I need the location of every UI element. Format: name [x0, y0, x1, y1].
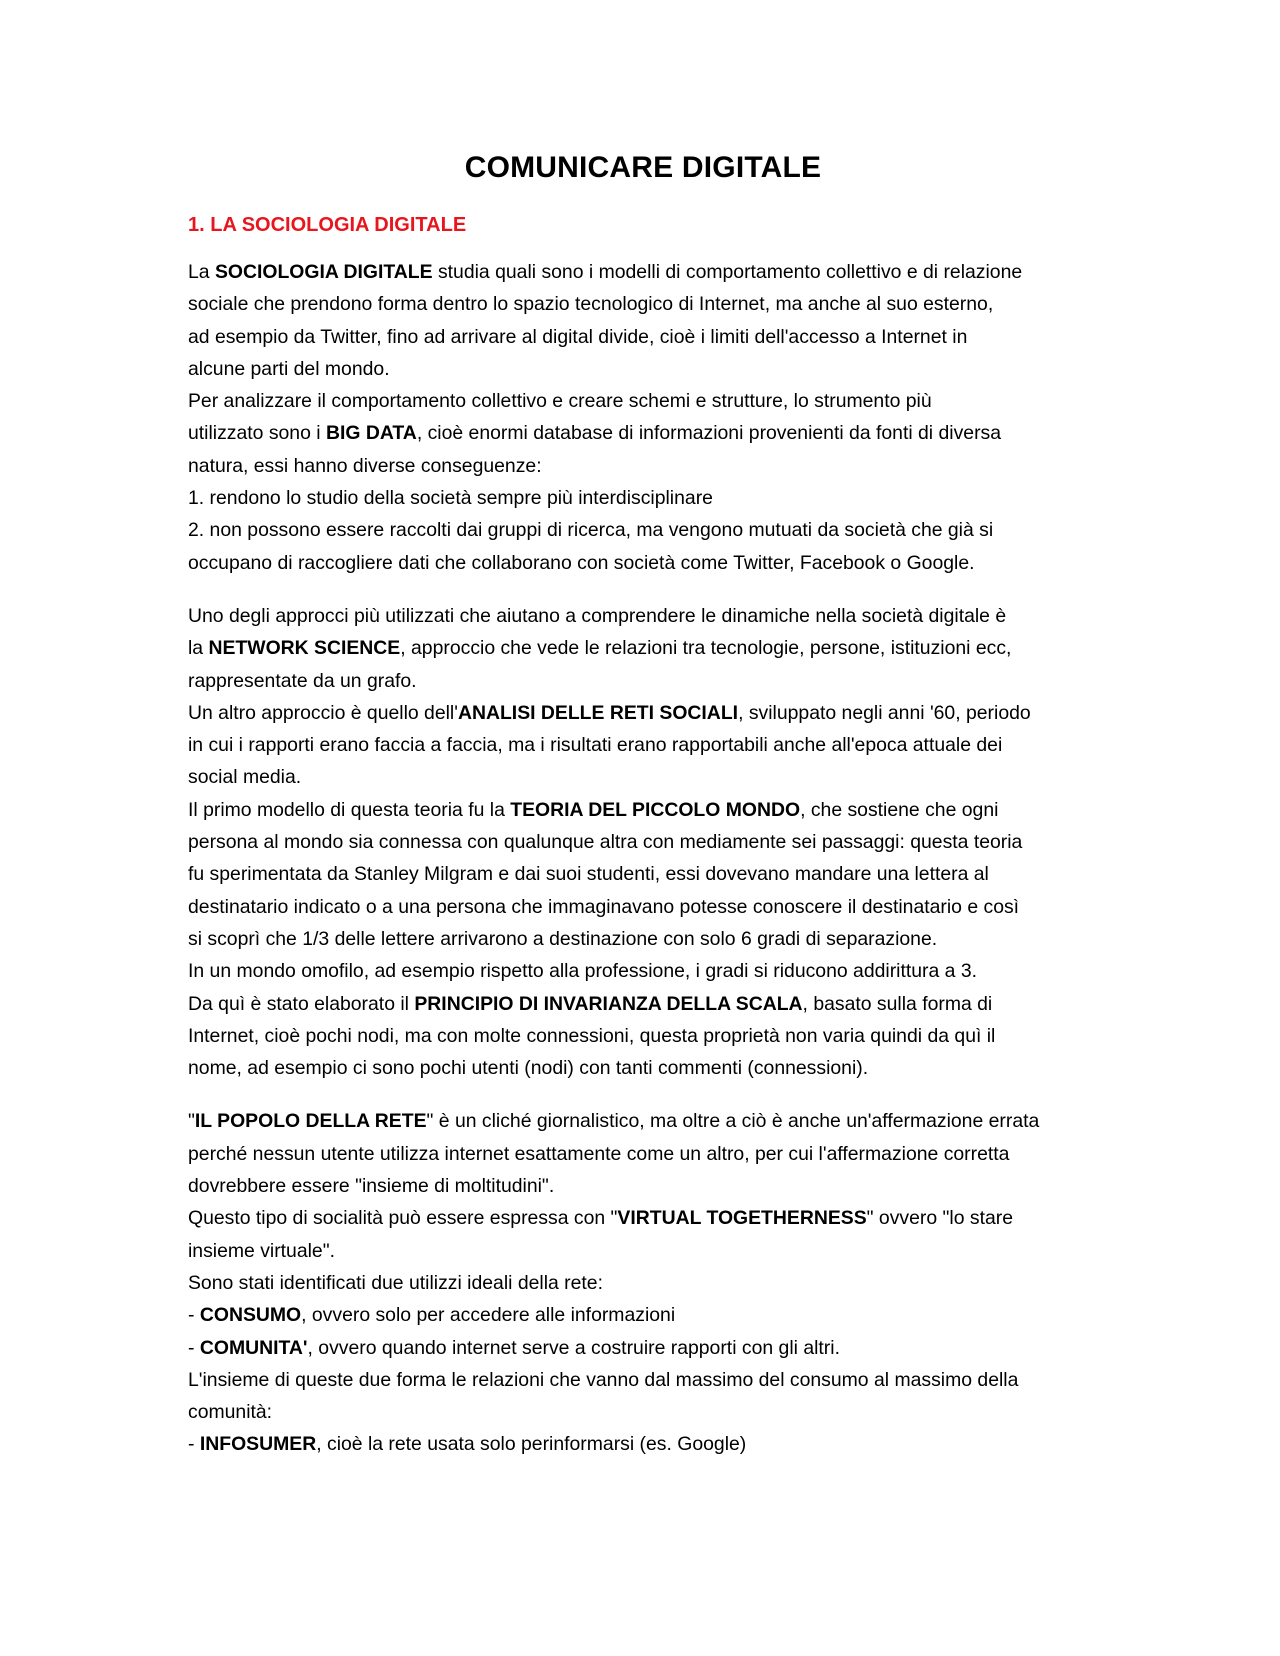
text-run: , cioè la rete usata solo perinformarsi (es. Google) [316, 1433, 747, 1456]
text-line: rappresentate da un grafo. [188, 669, 417, 692]
list-item [188, 1428, 1098, 1460]
text-line: si scoprì che 1/3 delle lettere arrivarono a destinazione con solo 6 gradi di separazione. [188, 927, 938, 950]
text-run: Un altro approccio è quello dell' [188, 701, 458, 724]
bold-term: ANALISI DELLE RETI SOCIALI [457, 701, 739, 724]
document-page [188, 150, 1098, 1482]
text-run: " ovvero "lo stare [866, 1207, 1013, 1230]
bold-term: SOCIOLOGIA DIGITALE [214, 261, 433, 283]
list-item: 1. rendono lo studio della società sempre più interdisciplinare [188, 487, 713, 510]
text-run: , che sostiene che ogni [800, 798, 999, 821]
text-line: in cui i rapporti erano faccia a faccia, ma i risultati erano rapportabili anche all'epoca attuale dei [188, 734, 1003, 757]
text-run: - [188, 1336, 200, 1359]
bold-term: INFOSUMER [199, 1433, 317, 1456]
text-run: , basato sulla forma di [802, 992, 993, 1015]
text-run: Il primo modello di questa teoria fu la [188, 798, 511, 821]
text-run: utilizzato sono i [188, 422, 326, 445]
text-line: alcune parti del mondo. [188, 357, 390, 380]
text-run: , approccio che vede le relazioni tra tecnologie, persone, istituzioni ecc, [400, 637, 1012, 660]
section-heading: 1. LA SOCIOLOGIA DIGITALE [188, 214, 467, 236]
text-run: Da quì è stato elaborato il [188, 992, 415, 1015]
paragraph-sociologia-digitale [188, 256, 1098, 579]
text-line: insieme virtuale". [188, 1239, 335, 1262]
text-line: sociale che prendono forma dentro lo spazio tecnologico di Internet, ma anche al suo esterno, [188, 293, 994, 316]
bold-term: PRINCIPIO DI INVARIANZA DELLA SCALA [414, 992, 803, 1015]
text-line: Internet, cioè pochi nodi, ma con molte connessioni, questa proprietà non varia quindi da quì il [188, 1024, 996, 1047]
text-run: Questo tipo di socialità può essere espressa con " [188, 1207, 618, 1230]
text-line: L'insieme di queste due forma le relazioni che vanno dal massimo del consumo al massimo della [188, 1368, 1019, 1391]
bold-term: TEORIA DEL PICCOLO MONDO [510, 798, 801, 821]
text-run: , ovvero solo per accedere alle informazioni [301, 1304, 676, 1327]
text-line: Sono stati identificati due utilizzi ideali della rete: [188, 1271, 603, 1294]
text-line: social media. [188, 766, 302, 789]
text-line: comunità: [188, 1401, 273, 1424]
text-line: persona al mondo sia connessa con qualunque altra con mediamente sei passaggi: questa teoria [188, 831, 1023, 854]
text-line [188, 632, 1098, 664]
list-item [188, 1332, 1098, 1364]
text-line: fu sperimentata da Stanley Milgram e dai suoi studenti, essi dovevano mandare una lettera al [188, 863, 989, 886]
paragraph-network-science [188, 600, 1098, 1084]
text-run: studia quali sono i modelli di comportamento collettivo e di relazione [432, 261, 1023, 283]
text-line: In un mondo omofilo, ad esempio rispetto alla professione, i gradi si riducono addirittura a 3. [188, 960, 977, 983]
bold-term: VIRTUAL TOGETHERNESS [617, 1207, 867, 1230]
document-title: COMUNICARE DIGITALE [464, 151, 822, 184]
text-line [188, 417, 1098, 449]
text-run: " [188, 1110, 195, 1133]
text-run: - [188, 1433, 200, 1456]
text-line: dovrebbere essere "insieme di moltitudini". [188, 1175, 555, 1198]
text-run: " è un cliché giornalistico, ma oltre a ciò è anche un'affermazione errata [426, 1110, 1040, 1133]
text-run: La [188, 261, 215, 283]
text-line [188, 794, 1098, 826]
text-line: natura, essi hanno diverse conseguenze: [188, 454, 542, 477]
text-line [188, 256, 1098, 288]
bold-term: CONSUMO [199, 1304, 302, 1327]
text-line [188, 1202, 1098, 1234]
text-run: - [188, 1304, 200, 1327]
list-item [188, 1299, 1098, 1331]
text-run: , sviluppato negli anni '60, periodo [738, 701, 1031, 724]
bold-term: NETWORK SCIENCE [208, 637, 401, 660]
text-run: la [188, 637, 209, 660]
text-run: , ovvero quando internet serve a costruire rapporti con gli altri. [307, 1336, 840, 1359]
text-run: , cioè enormi database di informazioni provenienti da fonti di diversa [416, 422, 1002, 445]
text-line: nome, ad esempio ci sono pochi utenti (nodi) con tanti commenti (connessioni). [188, 1057, 869, 1080]
bold-term: BIG DATA [325, 422, 417, 445]
text-line: perché nessun utente utilizza internet esattamente come un altro, per cui l'affermazione corretta [188, 1142, 1010, 1165]
text-line: Per analizzare il comportamento collettivo e creare schemi e strutture, lo strumento più [188, 390, 932, 413]
text-line: Uno degli approcci più utilizzati che aiutano a comprendere le dinamiche nella società digitale è [188, 604, 1007, 627]
text-line [188, 697, 1098, 729]
text-line [188, 1105, 1098, 1137]
bold-term: COMUNITA' [199, 1336, 308, 1359]
text-line: occupano di raccogliere dati che collaborano con società come Twitter, Facebook o Google. [188, 551, 975, 574]
list-item: 2. non possono essere raccolti dai gruppi di ricerca, ma vengono mutuati da società che già si [188, 519, 994, 542]
text-line: ad esempio da Twitter, fino ad arrivare al digital divide, cioè i limiti dell'accesso a Internet in [188, 325, 968, 348]
text-line: destinatario indicato o a una persona che immaginavano potesse conoscere il destinatario e così [188, 895, 1020, 918]
text-line [188, 988, 1098, 1020]
bold-term: IL POPOLO DELLA RETE [194, 1110, 427, 1133]
paragraph-popolo-della-rete [188, 1105, 1098, 1460]
